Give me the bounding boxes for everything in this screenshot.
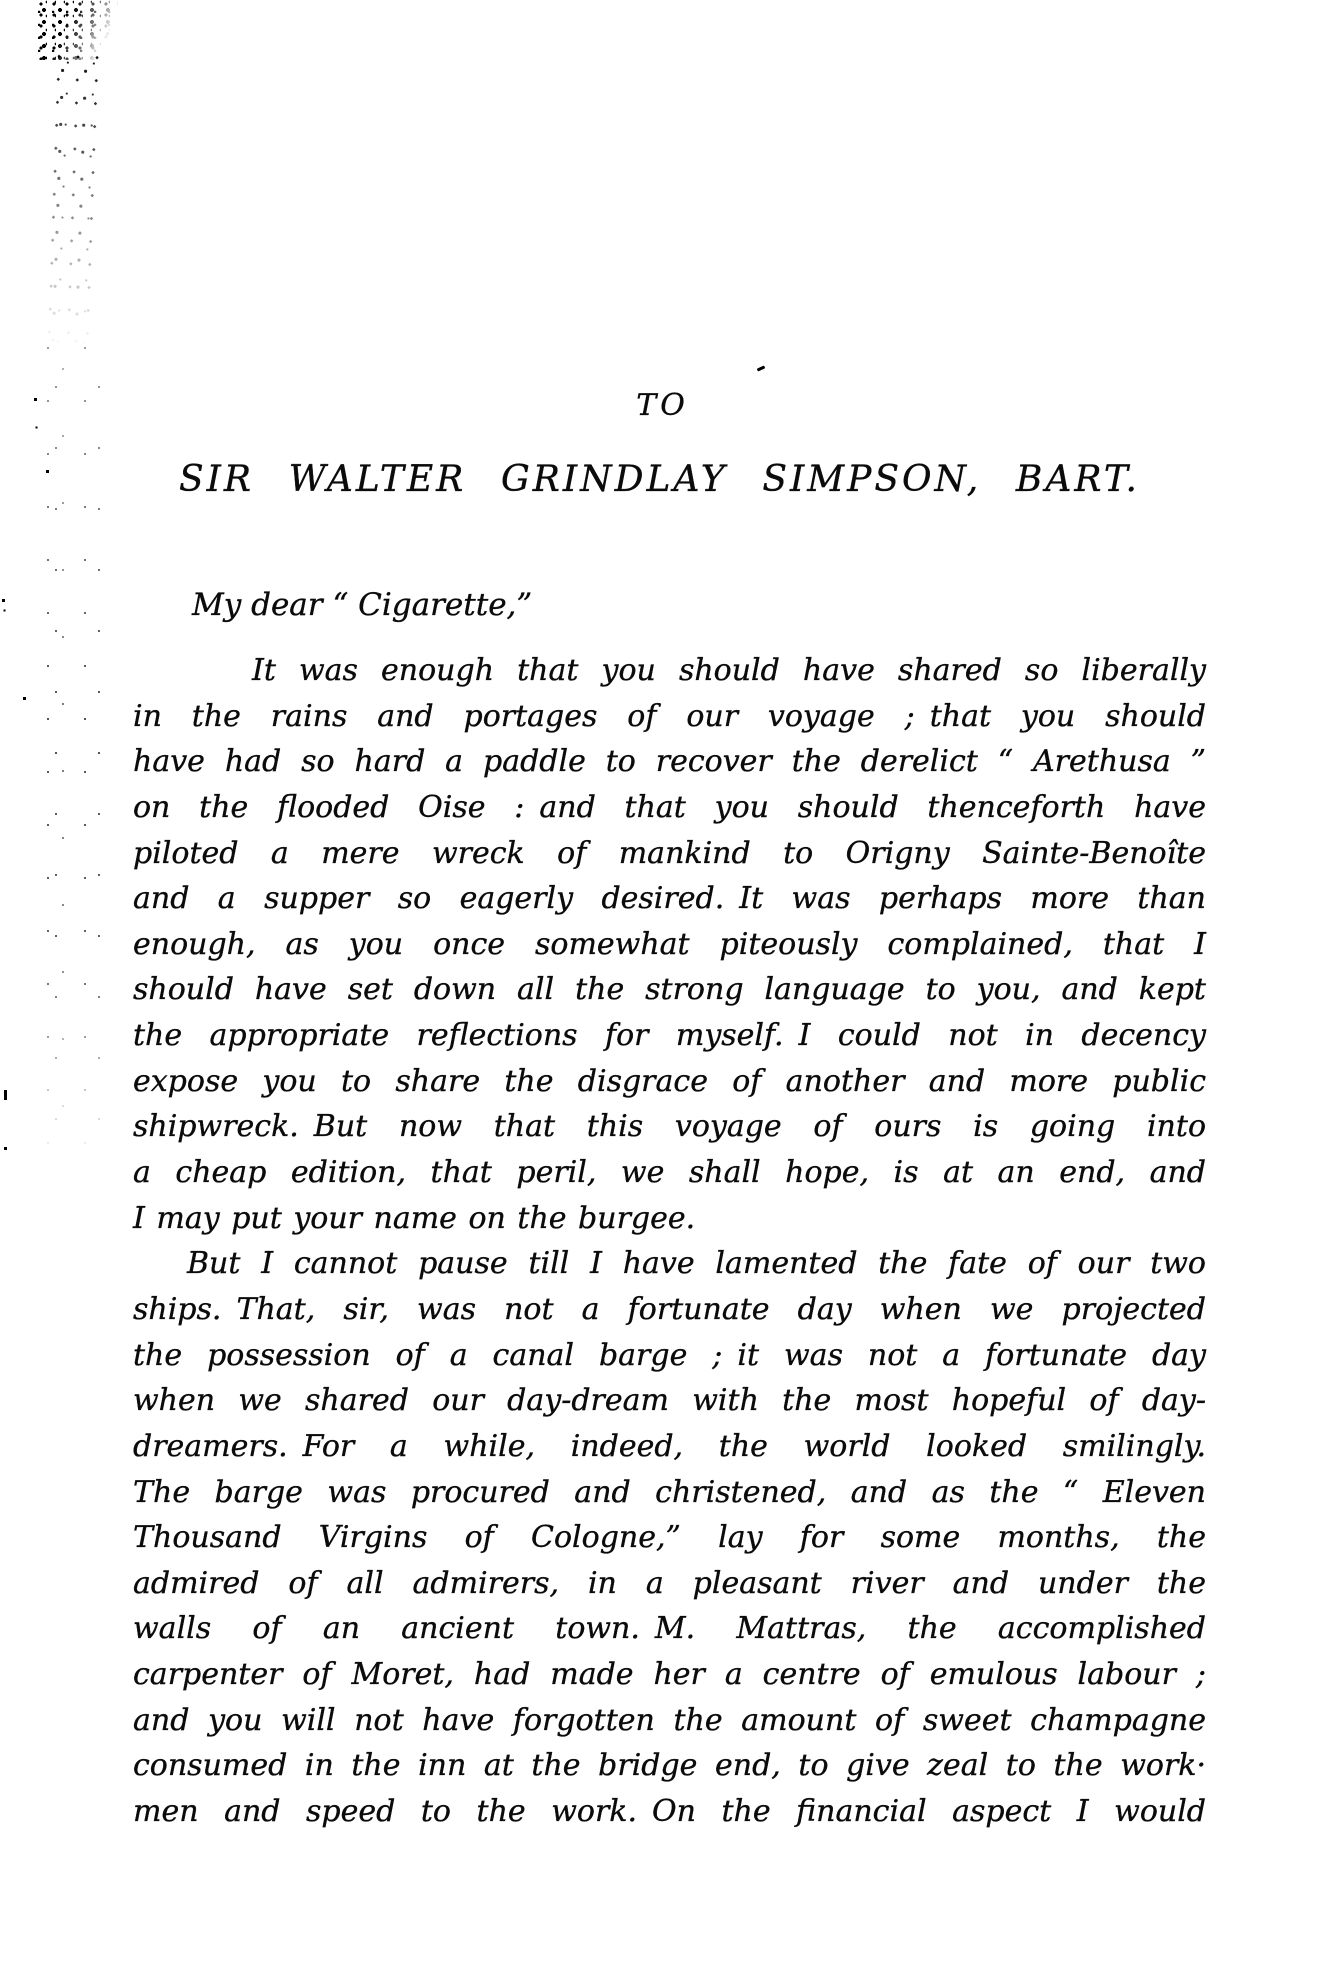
scan-stray-marks — [0, 0, 1, 1]
text-line: consumed in the inn at the bridge end, to give zeal to the work· — [133, 1748, 1206, 1784]
text-line: carpenter of Moret, had made her a centre of emulous labour ; — [133, 1657, 1206, 1693]
scan-tick-mark — [757, 365, 766, 371]
dedication-body — [133, 648, 1206, 1835]
text-line: in the rains and portages of our voyage ; that you should — [133, 698, 1206, 734]
text-line: and a supper so eagerly desired. It was perhaps more than — [133, 881, 1206, 917]
text-line: enough, as you once somewhat piteously complained, that I — [133, 926, 1206, 962]
text-line: expose you to share the disgrace of another and more public — [133, 1063, 1206, 1099]
text-line: men and speed to the work. On the financial aspect I would — [133, 1794, 1206, 1830]
text-line: But I cannot pause till I have lamented the fate of our two — [187, 1246, 1206, 1282]
text-line: ships. That, sir, was not a fortunate day when we projected — [133, 1291, 1206, 1327]
text-line: the possession of a canal barge ; it was not a fortunate day — [133, 1337, 1206, 1373]
text-line: should have set down all the strong language to you, and kept — [133, 972, 1206, 1008]
scan-margin-bar — [4, 1090, 7, 1100]
text-line: when we shared our day-dream with the most hopeful of day- — [133, 1383, 1206, 1419]
text-line: the appropriate reflections for myself. I could not in decency — [133, 1018, 1206, 1054]
text-line: walls of an ancient town. M. Mattras, the accomplished — [133, 1611, 1206, 1647]
text-line: a cheap edition, that peril, we shall hope, is at an end, and — [133, 1155, 1206, 1191]
text-line: admired of all admirers, in a pleasant river and under the — [133, 1565, 1206, 1601]
text-line: The barge was procured and christened, and as the “ Eleven — [133, 1474, 1206, 1510]
margin-speckles — [42, 340, 100, 1170]
text-line: on the flooded Oise : and that you should thenceforth have — [133, 789, 1206, 825]
text-line: have had so hard a paddle to recover the derelict “ Arethusa ” — [133, 744, 1206, 780]
text-line: It was enough that you should have shared so liberally — [252, 653, 1206, 688]
text-line: shipwreck. But now that this voyage of ours is going into — [133, 1109, 1206, 1145]
text-line: dreamers. For a while, indeed, the world looked smilingly. — [133, 1428, 1206, 1464]
dedication-title: SIR WALTER GRINDLAY SIMPSON, BART. — [179, 459, 1140, 500]
text-line: and you will not have forgotten the amount of sweet champagne — [133, 1702, 1206, 1738]
text-line: Thousand Virgins of Cologne,” lay for some months, the — [133, 1520, 1206, 1556]
text-line: I may put your name on the burgee. — [133, 1200, 696, 1236]
heading-to: TO — [636, 388, 689, 423]
scan-artifact-trail — [45, 51, 107, 353]
salutation: My dear “ Cigarette,” — [192, 587, 533, 623]
text-line: piloted a mere wreck of mankind to Origny Sainte-Benoîte — [133, 835, 1206, 871]
